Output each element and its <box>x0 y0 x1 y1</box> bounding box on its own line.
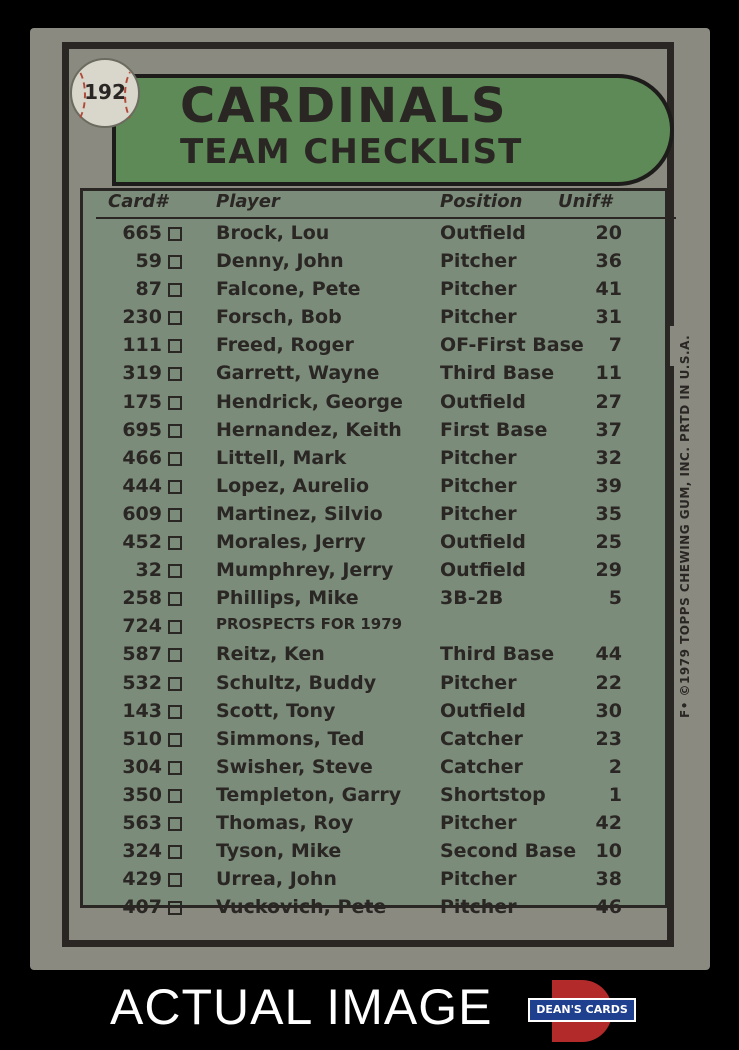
player-cell: Martinez, Silvio <box>216 502 383 525</box>
unif-cell: 38 <box>595 868 622 891</box>
logo-text: DEAN'S CARDS <box>528 998 636 1022</box>
unif-cell: 2 <box>608 755 622 778</box>
team-title: CARDINALS <box>180 78 508 134</box>
position-cell: Pitcher <box>440 868 517 891</box>
unif-cell: 42 <box>595 811 622 834</box>
card-number-cell: 175 <box>122 390 162 413</box>
table-row <box>96 557 676 585</box>
unif-cell: 10 <box>595 840 622 863</box>
player-cell: Forsch, Bob <box>216 306 342 329</box>
player-cell: Phillips, Mike <box>216 587 359 610</box>
unif-cell: 30 <box>595 699 622 722</box>
card-number-cell: 452 <box>122 531 162 554</box>
checkbox[interactable] <box>168 311 182 325</box>
table-row <box>96 641 676 669</box>
table-row <box>96 894 676 922</box>
checkbox[interactable] <box>168 536 182 550</box>
table-row <box>96 501 676 529</box>
player-cell: Schultz, Buddy <box>216 671 377 694</box>
player-cell: Littell, Mark <box>216 446 347 469</box>
player-cell: Simmons, Ted <box>216 727 365 750</box>
checkbox[interactable] <box>168 845 182 859</box>
table-row <box>96 782 676 810</box>
card-number-cell: 532 <box>122 671 162 694</box>
position-cell: Pitcher <box>440 446 517 469</box>
table-row <box>96 866 676 894</box>
position-cell: Second Base <box>440 840 577 863</box>
unif-cell: 46 <box>595 896 622 919</box>
table-row <box>96 332 676 360</box>
card-number-cell: 444 <box>122 474 162 497</box>
position-cell: Outfield <box>440 531 526 554</box>
unif-cell: 36 <box>595 250 622 273</box>
player-cell: Reitz, Ken <box>216 643 325 666</box>
deans-cards-logo <box>528 980 638 1042</box>
checkbox[interactable] <box>168 620 182 634</box>
checkbox[interactable] <box>168 648 182 662</box>
position-cell: Outfield <box>440 222 526 244</box>
table-row <box>96 726 676 754</box>
position-cell: Outfield <box>440 559 526 582</box>
unif-cell: 41 <box>595 278 622 301</box>
card-number-cell: 665 <box>122 222 162 244</box>
unif-cell: 31 <box>595 306 622 329</box>
card-number-cell: 230 <box>122 306 162 329</box>
checkbox[interactable] <box>168 733 182 747</box>
table-row <box>96 360 676 388</box>
player-cell: Scott, Tony <box>216 699 336 722</box>
unif-cell: 32 <box>595 446 622 469</box>
table-row <box>96 304 676 332</box>
unif-cell: 1 <box>608 783 622 806</box>
header-unif: Unif# <box>558 191 612 212</box>
checkbox[interactable] <box>168 564 182 578</box>
checkbox[interactable] <box>168 508 182 522</box>
baseball-icon <box>70 58 140 128</box>
position-cell: OF-First Base <box>440 334 584 357</box>
unif-cell: 39 <box>595 474 622 497</box>
table-row <box>96 529 676 557</box>
position-cell: Outfield <box>440 699 526 722</box>
player-cell: Hendrick, George <box>216 390 403 413</box>
unif-cell: 44 <box>595 643 622 666</box>
checkbox[interactable] <box>168 901 182 915</box>
unif-cell: 35 <box>595 502 622 525</box>
card-number-cell: 304 <box>122 755 162 778</box>
card-number-cell: 724 <box>122 615 162 638</box>
position-cell: Pitcher <box>440 671 517 694</box>
card-number-cell: 695 <box>122 418 162 441</box>
player-cell: Swisher, Steve <box>216 755 373 778</box>
position-cell: Pitcher <box>440 502 517 525</box>
player-cell: Templeton, Garry <box>216 783 402 806</box>
player-cell: PROSPECTS FOR 1979 <box>216 615 403 634</box>
unif-cell: 22 <box>595 671 622 694</box>
card-number-cell: 563 <box>122 811 162 834</box>
player-cell: Falcone, Pete <box>216 278 361 301</box>
player-cell: Vuckovich, Pete <box>216 896 387 919</box>
actual-image-caption: ACTUAL IMAGE <box>110 979 493 1035</box>
card-number-cell: 429 <box>122 868 162 891</box>
player-cell: Urrea, John <box>216 868 337 891</box>
position-cell: Third Base <box>440 643 555 666</box>
card-number-cell: 350 <box>122 783 162 806</box>
card-number-cell: 143 <box>122 699 162 722</box>
player-cell: Mumphrey, Jerry <box>216 559 394 582</box>
position-cell: First Base <box>440 418 548 441</box>
checkbox[interactable] <box>168 283 182 297</box>
card-number-cell: 324 <box>122 840 162 863</box>
card-number-cell: 407 <box>122 896 162 919</box>
card-number-cell: 466 <box>122 446 162 469</box>
table-row <box>96 445 676 473</box>
unif-cell: 37 <box>595 418 622 441</box>
checkbox[interactable] <box>168 367 182 381</box>
position-cell: Pitcher <box>440 306 517 329</box>
player-cell: Tyson, Mike <box>216 840 342 863</box>
position-cell: Catcher <box>440 755 523 778</box>
checkbox[interactable] <box>168 705 182 719</box>
card-number-cell: 319 <box>122 362 162 385</box>
table-header <box>96 189 676 219</box>
player-cell: Thomas, Roy <box>216 811 354 834</box>
player-cell: Lopez, Aurelio <box>216 474 370 497</box>
unif-cell: 7 <box>608 334 622 357</box>
unif-cell: 11 <box>595 362 622 385</box>
checkbox[interactable] <box>168 452 182 466</box>
card-number-cell: 32 <box>135 559 162 582</box>
table-row <box>96 585 676 613</box>
checkbox[interactable] <box>168 677 182 691</box>
position-cell: Third Base <box>440 362 555 385</box>
checkbox[interactable] <box>168 873 182 887</box>
checkbox[interactable] <box>168 396 182 410</box>
checklist-rows <box>96 220 676 922</box>
player-cell: Morales, Jerry <box>216 531 366 554</box>
checkbox[interactable] <box>168 424 182 438</box>
table-row <box>96 276 676 304</box>
table-row <box>96 754 676 782</box>
position-cell: Outfield <box>440 390 526 413</box>
card-back <box>30 28 710 970</box>
table-row <box>96 838 676 866</box>
table-row <box>96 613 676 641</box>
card-number: 192 <box>84 80 126 104</box>
table-row <box>96 417 676 445</box>
checkbox[interactable] <box>168 761 182 775</box>
player-cell: Brock, Lou <box>216 222 330 244</box>
unif-cell: 23 <box>595 727 622 750</box>
checkbox[interactable] <box>168 339 182 353</box>
checkbox[interactable] <box>168 789 182 803</box>
card-number-cell: 111 <box>122 334 162 357</box>
table-row <box>96 670 676 698</box>
unif-cell: 25 <box>595 531 622 554</box>
checklist-subtitle: TEAM CHECKLIST <box>180 132 523 172</box>
unif-cell: 20 <box>595 222 622 244</box>
card-number-cell: 587 <box>122 643 162 666</box>
card-number-cell: 510 <box>122 727 162 750</box>
header-card: Card# <box>108 191 168 212</box>
header-player: Player <box>216 191 280 212</box>
table-row <box>96 810 676 838</box>
checkbox[interactable] <box>168 255 182 269</box>
position-cell: Pitcher <box>440 250 517 273</box>
position-cell: Pitcher <box>440 811 517 834</box>
position-cell: Shortstop <box>440 783 546 806</box>
header-position: Position <box>440 191 523 212</box>
card-number-cell: 59 <box>135 250 162 273</box>
table-row <box>96 698 676 726</box>
table-row <box>96 220 676 248</box>
unif-cell: 27 <box>595 390 622 413</box>
table-row <box>96 473 676 501</box>
unif-cell: 29 <box>595 559 622 582</box>
player-cell: Hernandez, Keith <box>216 418 402 441</box>
player-cell: Garrett, Wayne <box>216 362 380 385</box>
copyright-text: F• ©1979 TOPPS CHEWING GUM, INC. PRTD IN U.S.A. <box>678 334 692 718</box>
position-cell: Pitcher <box>440 896 517 919</box>
card-number-cell: 609 <box>122 502 162 525</box>
position-cell: Pitcher <box>440 278 517 301</box>
position-cell: 3B-2B <box>440 587 504 610</box>
table-row <box>96 248 676 276</box>
checkbox[interactable] <box>168 227 182 241</box>
position-cell: Pitcher <box>440 474 517 497</box>
checkbox[interactable] <box>168 592 182 606</box>
checkbox[interactable] <box>168 817 182 831</box>
checkbox[interactable] <box>168 480 182 494</box>
card-number-cell: 87 <box>135 278 162 301</box>
table-row <box>96 389 676 417</box>
unif-cell: 5 <box>608 587 622 610</box>
player-cell: Freed, Roger <box>216 334 354 357</box>
card-number-cell: 258 <box>122 587 162 610</box>
player-cell: Denny, John <box>216 250 344 273</box>
position-cell: Catcher <box>440 727 523 750</box>
